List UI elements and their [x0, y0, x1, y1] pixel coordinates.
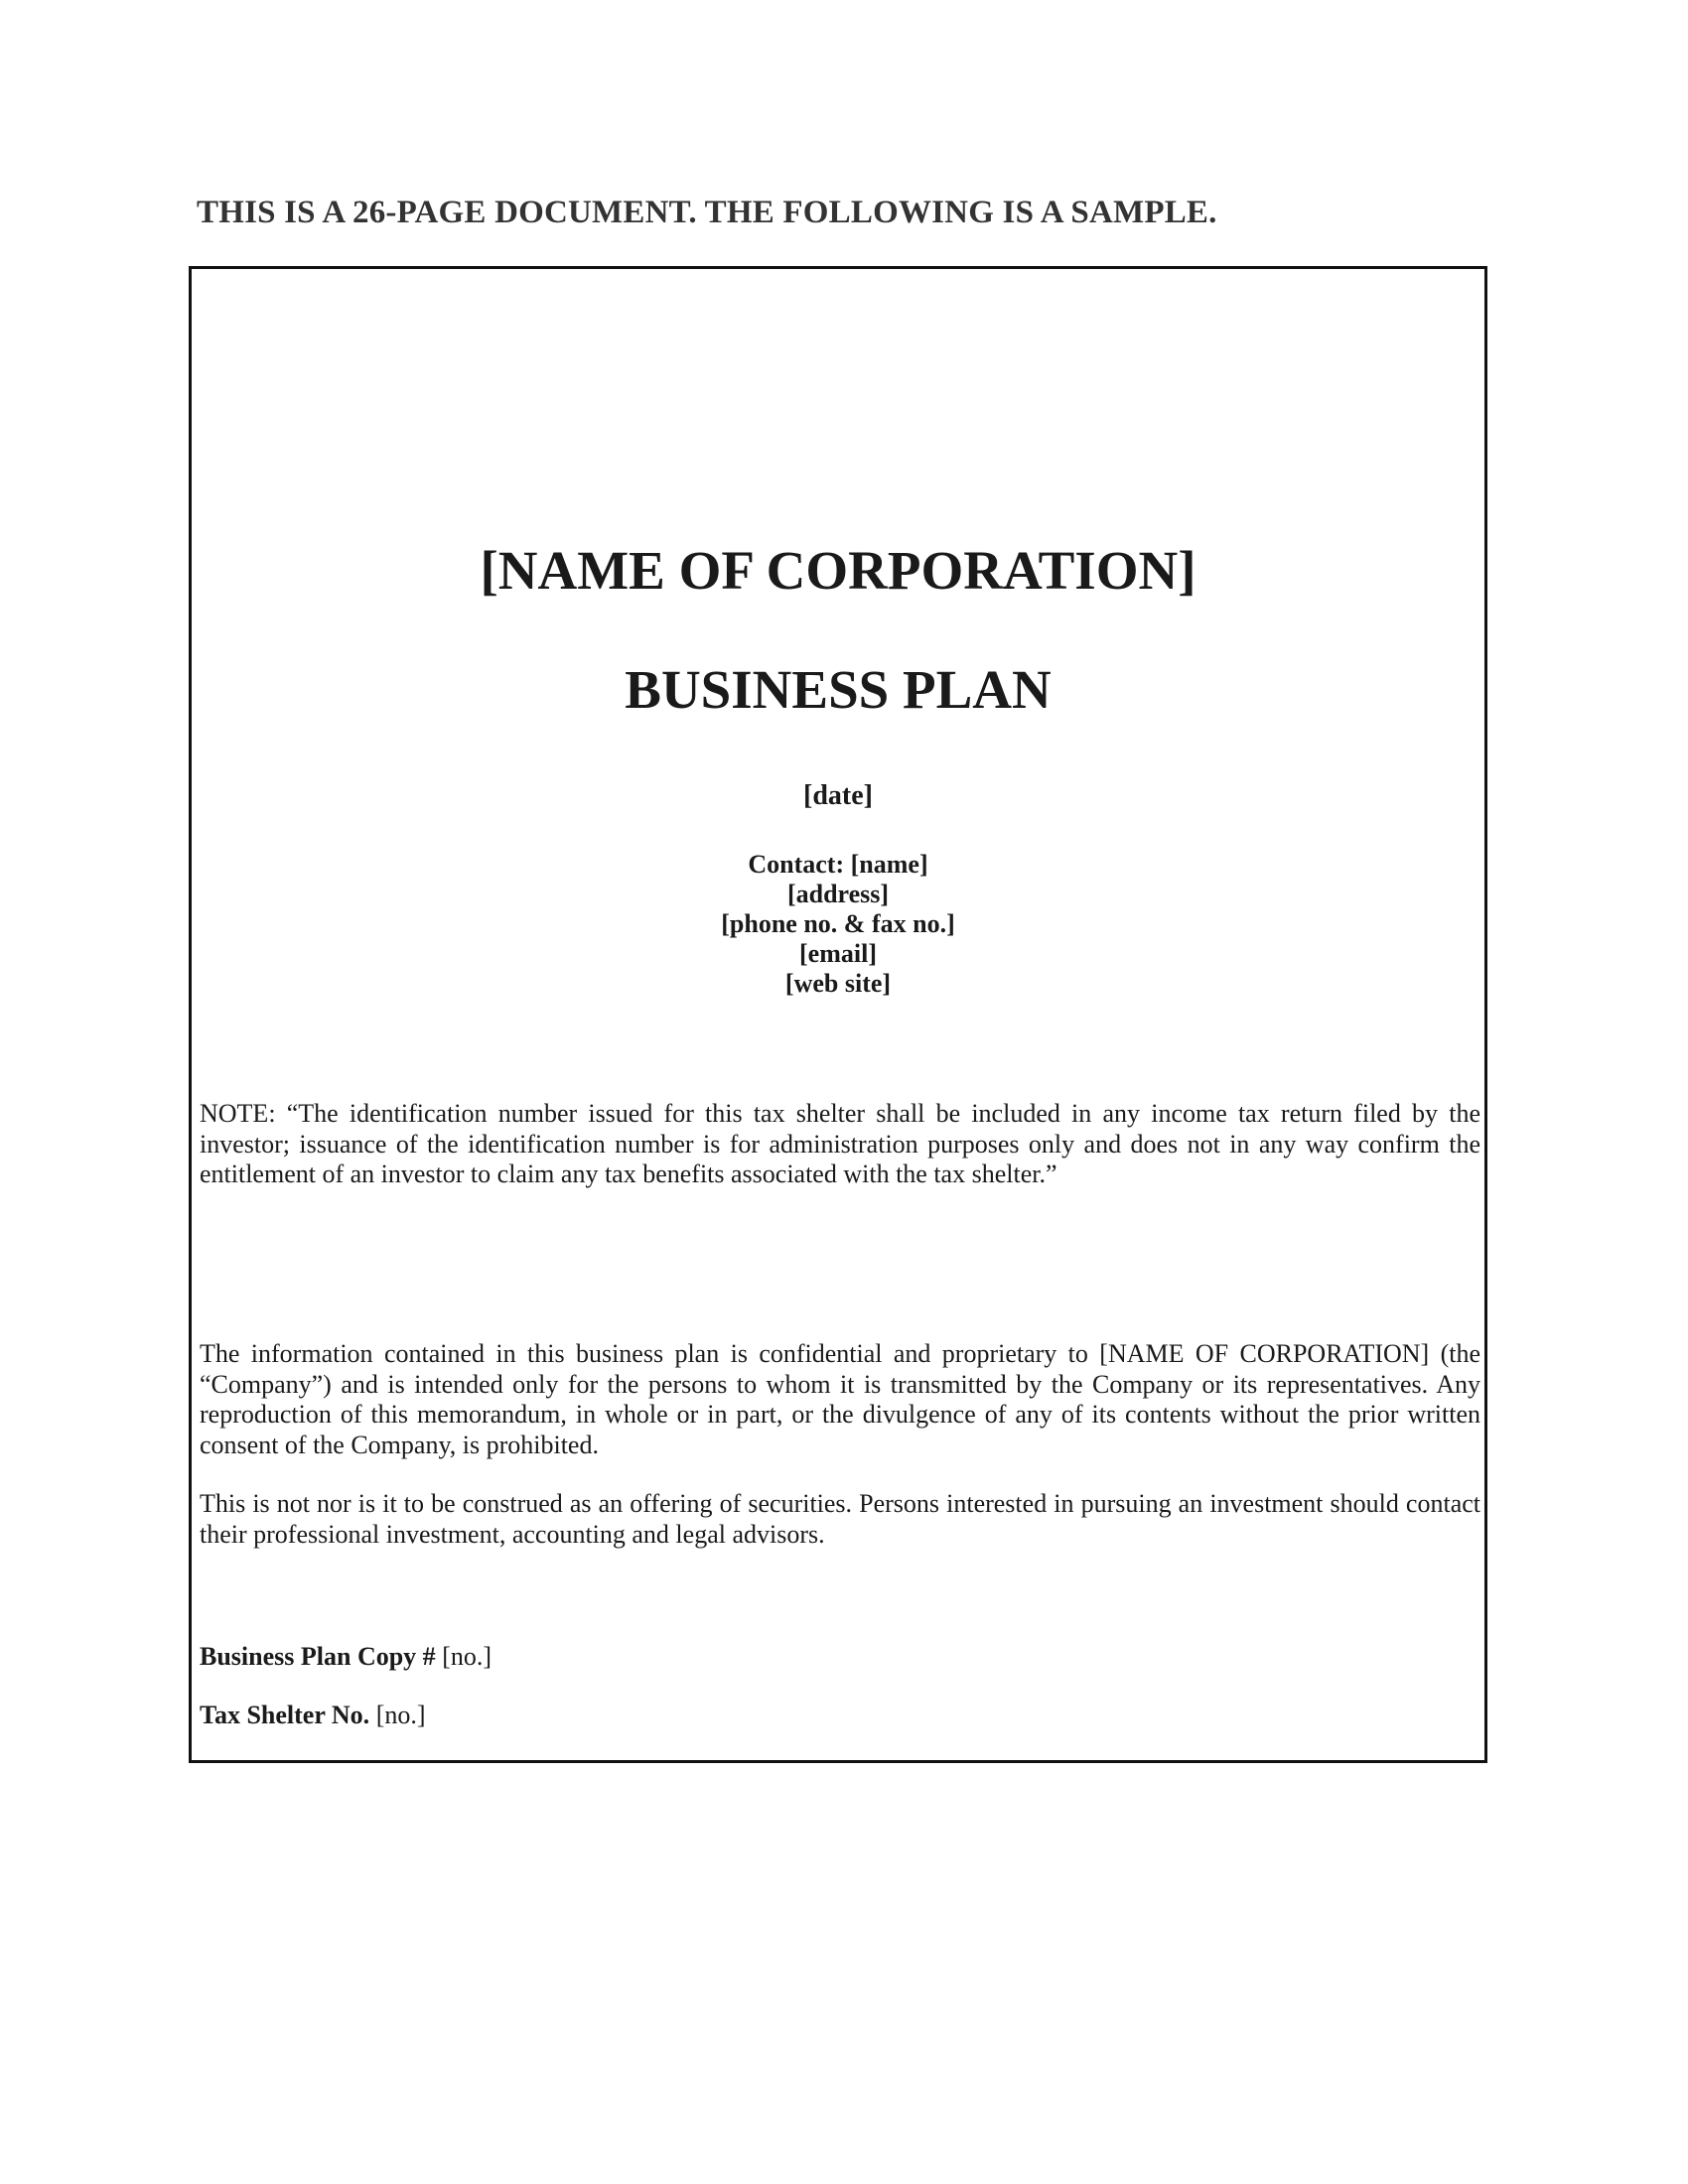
- contact-phone-fax: [phone no. & fax no.]: [721, 909, 955, 938]
- contact-block: [192, 850, 1484, 999]
- corporation-name: [NAME OF CORPORATION]: [480, 540, 1196, 601]
- contact-web-site: [web site]: [784, 969, 892, 998]
- tax-shelter-note: NOTE: “The identification number issued for this tax shelter shall be included in any income tax return filed by the investor; issuance of the identification number is for administration purposes only and does not in any way confirm the entitlement of an investor to claim any tax benefits associated with the tax shelter.”: [200, 1099, 1480, 1188]
- tax-shelter-number-value: [no.]: [375, 1701, 426, 1729]
- sample-banner: THIS IS A 26-PAGE DOCUMENT. THE FOLLOWING IS A SAMPLE.: [197, 195, 1217, 230]
- tax-shelter-number-field: [200, 1701, 426, 1730]
- contact-email: [email]: [799, 939, 877, 968]
- contact-name: Contact: [name]: [748, 850, 928, 879]
- confidentiality-paragraph: The information contained in this business plan is confidential and proprietary to [NAME OF CORPORATION] (the “Company”) and is intended only for the persons to whom it is transmitted by the Company or its representatives. Any reproduction of this memorandum, in whole or in part, or the divulgence of any of its contents without the prior written consent of the Company, is prohibited.: [200, 1339, 1480, 1459]
- offering-disclaimer: This is not nor is it to be construed as an offering of securities. Persons interested in pursuing an investment should contact their professional investment, accounting and legal advisors.: [200, 1489, 1480, 1549]
- document-page: [189, 266, 1487, 1763]
- tax-shelter-number-label: Tax Shelter No.: [200, 1701, 370, 1729]
- contact-address: [address]: [786, 880, 890, 908]
- date-placeholder: [date]: [803, 780, 873, 811]
- copy-number-field: [200, 1642, 492, 1672]
- copy-number-value: [no.]: [442, 1642, 492, 1671]
- copy-number-label: Business Plan Copy #: [200, 1642, 436, 1671]
- document-title: BUSINESS PLAN: [625, 659, 1052, 720]
